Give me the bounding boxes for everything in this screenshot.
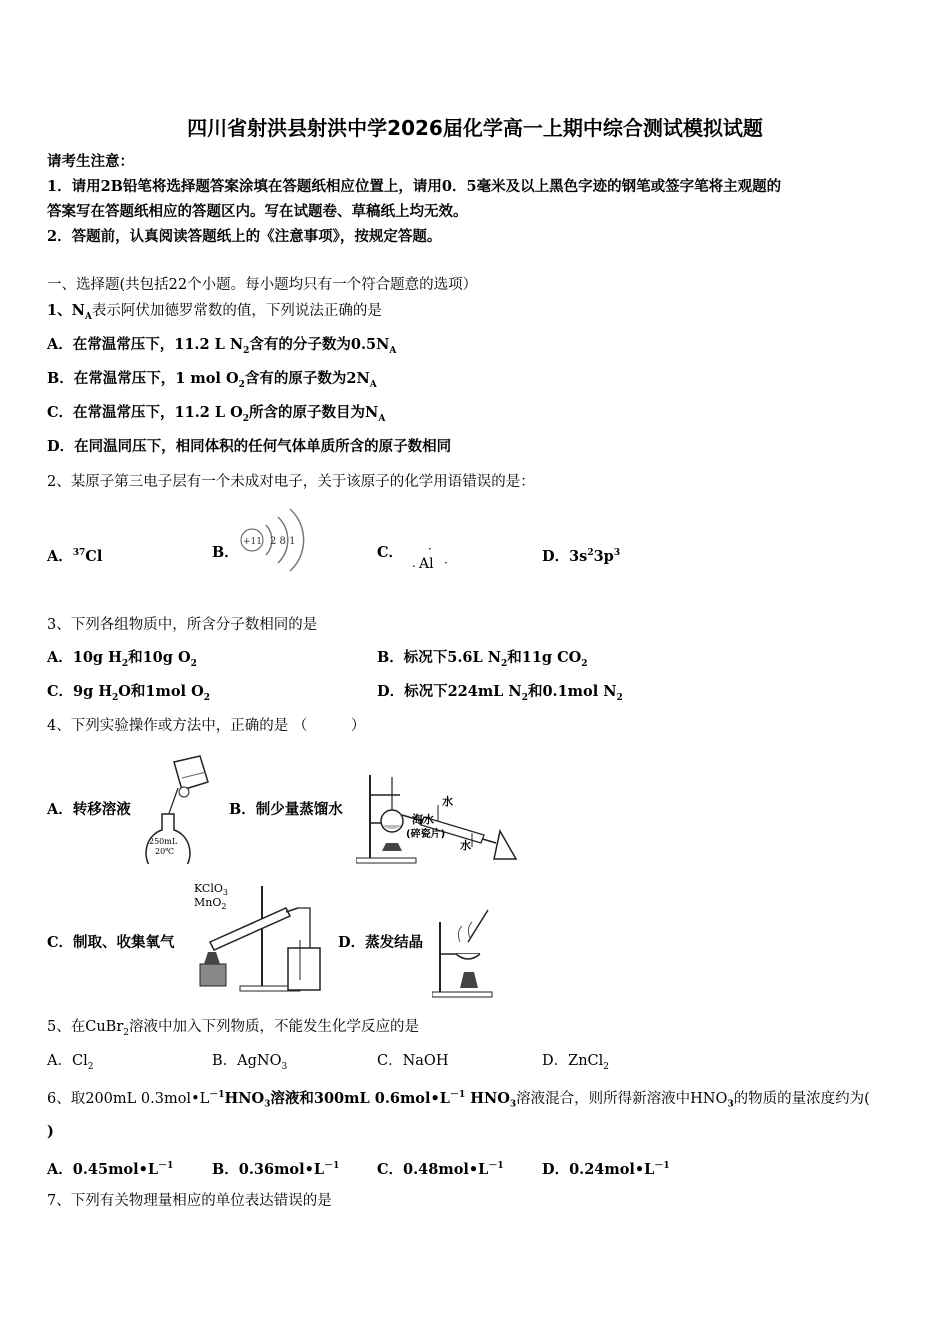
svg-text:海水: 海水: [412, 813, 434, 826]
question-7-stem: 7、下列有关物理量相应的单位表达错误的是: [47, 1193, 332, 1209]
question-4-option-c: C．制取、收集氧气: [47, 934, 175, 951]
question-2-stem: 2、某原子第三电子层有一个未成对电子，关于该原子的化学用语错误的是：: [47, 474, 535, 490]
distillation-apparatus-figure: [356, 775, 526, 865]
question-3-option-c: C．9g $H_2O$和1mol $O_2$: [47, 683, 210, 703]
question-3-option-b: B．标况下5.6L $N_2$和11g $CO_2$: [377, 649, 588, 669]
question-5-stem: 5、在CuBr$_2$溶液中加入下列物质，不能发生化学反应的是: [47, 1019, 419, 1038]
atomic-structure-diagram: [236, 503, 306, 577]
question-1-option-c: C．在常温常压下，11.2 L $O_2$所含的原子数目为$N_A$: [47, 404, 386, 424]
section-heading: 一、选择题(共包括22个小题。每小题均只有一个符合题意的选项）: [47, 277, 478, 293]
notice-item-2: 2．答题前，认真阅读答题纸上的《注意事项》，按规定答题。: [47, 228, 442, 245]
question-6-stem: 6、取200mL $0.3mol•L^{-1}HNO_3$溶液和300mL $0.6mol•L^{-1}$ $HNO_3$溶液混合，则所得新溶液中$HNO_3$的物质的量浓度约为(: [47, 1089, 870, 1110]
question-4-option-d: D．蒸发结晶: [338, 934, 424, 951]
evaporation-figure: [432, 902, 494, 998]
question-1-option-d: D．在同温同压下，相同体积的任何气体单质所含的原子数相同: [47, 438, 452, 455]
notice-heading: 请考生注意：: [47, 153, 134, 170]
svg-text:20℃: 20℃: [155, 847, 175, 856]
page-title: 四川省射洪县射洪中学2026届化学高一上期中综合测试模拟试题: [187, 116, 763, 140]
question-2-option-c-label: C．: [377, 544, 404, 561]
question-6-option-a: A．$0.45mol•L^{-1}$: [47, 1160, 174, 1178]
reagent-kclo3: KClO$_3$: [194, 882, 228, 897]
question-5-option-d: D．ZnCl$_2$: [542, 1053, 610, 1072]
question-1-stem: 1、$N_A$表示阿伏加德罗常数的值，下列说法正确的是: [47, 302, 382, 322]
question-5-option-a: A．$Cl_2$: [47, 1053, 94, 1072]
question-6-option-d: D．$0.24mol•L^{-1}$: [542, 1160, 670, 1178]
question-3-option-a: A．10g $H_2$和10g $O_2$: [47, 649, 197, 669]
svg-text:2 8 1: 2 8 1: [270, 536, 296, 547]
question-2-option-d: D．$3s^23p^3$: [542, 547, 621, 565]
question-3-option-d: D．标况下224mL $N_2$和0.1mol $N_2$: [377, 683, 623, 703]
question-1-option-b: B．在常温常压下，1 mol $O_2$含有的原子数为$2N_A$: [47, 370, 377, 390]
question-6-option-c: C．$0.48mol•L^{-1}$: [377, 1160, 504, 1178]
question-2-option-a: A．$^{37}$Cl: [47, 547, 103, 565]
question-5-option-c: C．NaOH: [377, 1053, 449, 1069]
transfer-solution-figure: [138, 752, 216, 864]
svg-text:水: 水: [460, 839, 471, 852]
electron-dot-structure: · . Al ·: [412, 542, 448, 572]
oxygen-preparation-figure: [190, 880, 330, 998]
question-2-option-b-label: B．: [212, 544, 239, 561]
svg-text:250mL: 250mL: [149, 837, 178, 846]
notice-item-1-line-1: 1．请用2B铅笔将选择题答案涂填在答题纸相应位置上，请用0．5毫米及以上黑色字迹的钢笔或签字笔将主观题的: [47, 178, 782, 195]
svg-text:+11: +11: [243, 537, 262, 547]
question-1-option-a: A．在常温常压下，11.2 L $N_2$含有的分子数为$0.5N_A$: [47, 336, 397, 356]
question-4-stem: 4、下列实验操作或方法中，正确的是 （ ）: [47, 718, 366, 734]
svg-text:(碎瓷片): (碎瓷片): [406, 829, 446, 840]
question-4-option-b: B．制少量蒸馏水: [229, 801, 343, 818]
question-6-stem-close: ): [47, 1123, 54, 1140]
question-6-option-b: B．$0.36mol•L^{-1}$: [212, 1160, 340, 1178]
question-4-option-a: A．转移溶液: [47, 801, 131, 818]
question-3-stem: 3、下列各组物质中，所含分子数相同的是: [47, 617, 318, 633]
notice-item-1-line-2: 答案写在答题纸相应的答题区内。写在试题卷、草稿纸上均无效。: [47, 203, 468, 220]
question-5-option-b: B．AgNO$_3$: [212, 1053, 288, 1072]
reagent-mno2: MnO$_2$: [194, 896, 227, 911]
svg-text:水: 水: [442, 795, 453, 808]
